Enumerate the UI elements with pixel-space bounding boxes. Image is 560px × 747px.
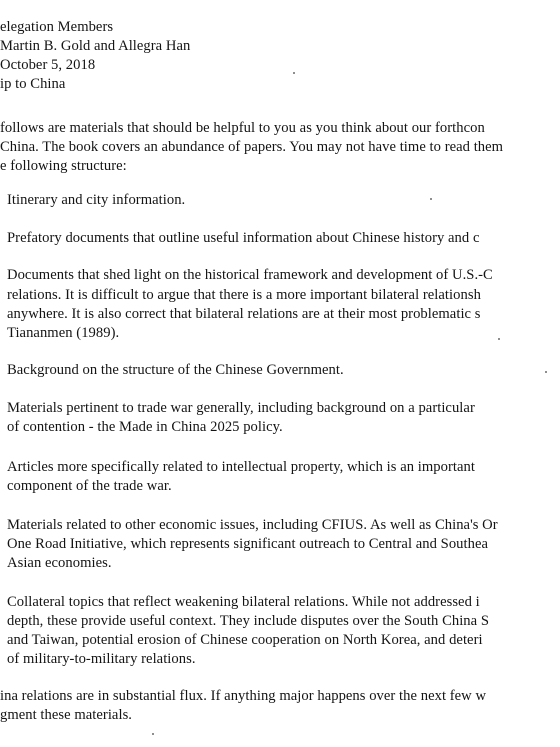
item-historical-framework: relations. It is difficult to argue that there is a more important bilateral relationsh [7, 287, 481, 303]
item-trade-war: of contention - the Made in China 2025 policy. [7, 419, 283, 435]
closing-line: gment these materials. [0, 707, 132, 723]
item-collateral-topics: of military-to-military relations. [7, 651, 196, 667]
item-intellectual-property: Articles more specifically related to intellectual property, which is an important [7, 459, 475, 475]
item-collateral-topics: Collateral topics that reflect weakening bilateral relations. While not addressed i [7, 594, 480, 610]
item-economic-issues: Asian economies. [7, 555, 112, 571]
item-economic-issues: One Road Initiative, which represents significant outreach to Central and Southea [7, 536, 489, 552]
intro-line: follows are materials that should be helpful to you as you think about our forthcon [0, 120, 485, 136]
item-trade-war: Materials pertinent to trade war generally, including background on a particular [7, 400, 475, 416]
intro-line: China. The book covers an abundance of papers. You may not have time to read them [0, 139, 504, 155]
item-historical-framework: Documents that shed light on the historical framework and development of U.S.-C [7, 267, 493, 283]
item-collateral-topics: depth, these provide useful context. They include disputes over the South China S [7, 613, 490, 629]
memo-date-line: October 5, 2018 [0, 57, 96, 73]
memo-from-line: Martin B. Gold and Allegra Han [0, 38, 191, 54]
memo-subject-line: ip to China [0, 76, 66, 92]
intro-line: e following structure: [0, 158, 127, 174]
item-collateral-topics: and Taiwan, potential erosion of Chinese cooperation on North Korea, and deteri [7, 632, 483, 648]
item-economic-issues: Materials related to other economic issues, including CFIUS. As well as China's Or [7, 517, 498, 533]
item-historical-framework: anywhere. It is also correct that bilateral relations are at their most problematic s [7, 306, 481, 322]
item-itinerary: Itinerary and city information. [7, 192, 186, 208]
item-prefatory-documents: Prefatory documents that outline useful information about Chinese history and c [7, 230, 480, 246]
item-government-structure: Background on the structure of the Chinese Government. [7, 362, 344, 378]
scan-speck [152, 733, 154, 735]
closing-line: ina relations are in substantial flux. If anything major happens over the next few w [0, 688, 487, 704]
item-historical-framework: Tiananmen (1989). [7, 325, 120, 341]
scan-speck [430, 198, 432, 200]
scan-speck [293, 72, 295, 74]
memo-to-line: elegation Members [0, 19, 114, 35]
scan-speck [498, 338, 500, 340]
scan-speck [545, 371, 547, 373]
item-intellectual-property: component of the trade war. [7, 478, 172, 494]
